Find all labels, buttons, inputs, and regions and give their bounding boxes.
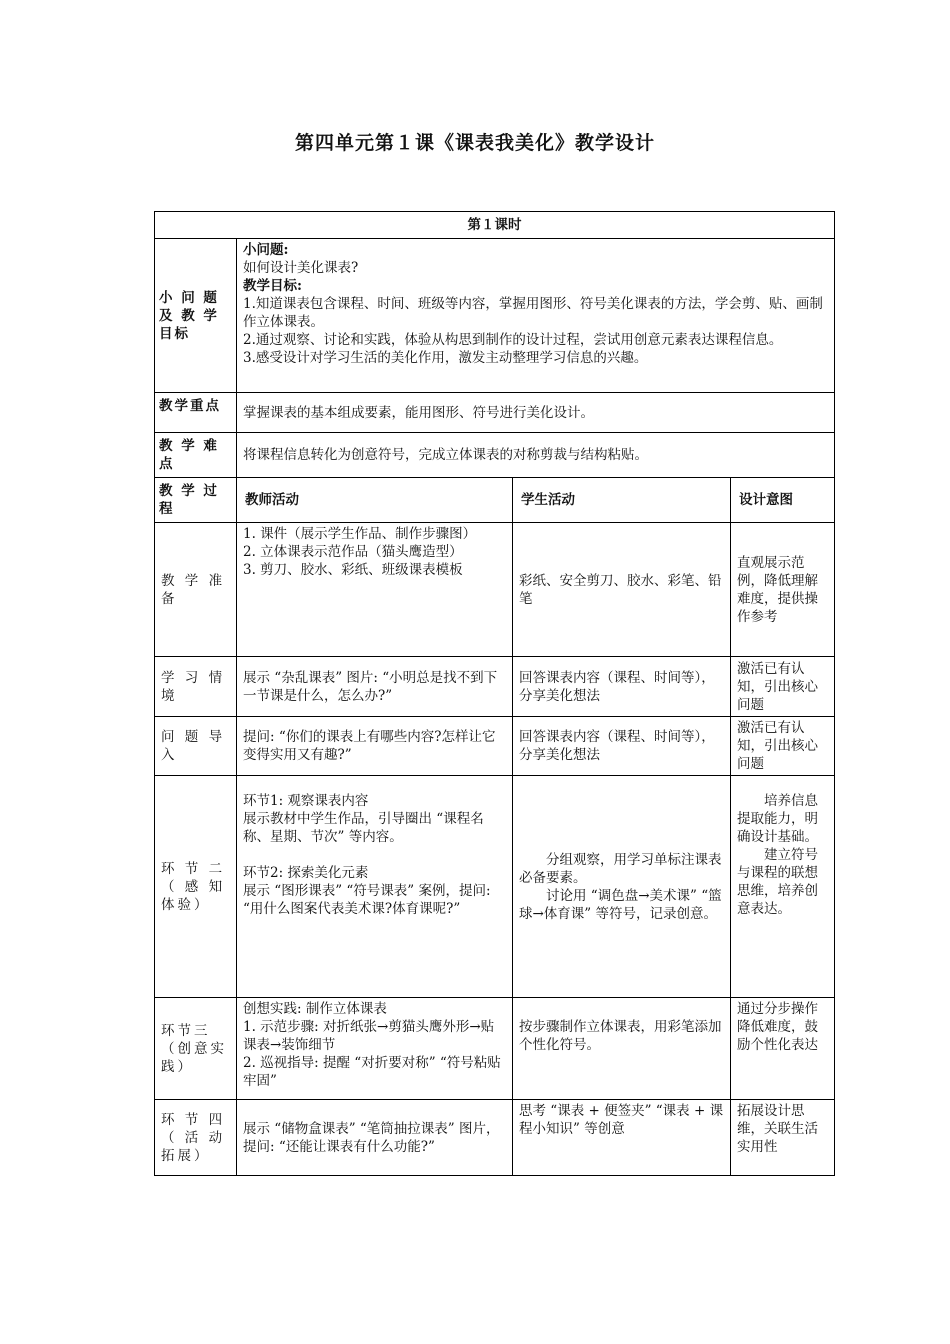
question-heading: 小问题: <box>243 242 289 258</box>
text-line: 2. 立体课表示范作品（猫头鹰造型） <box>243 544 463 560</box>
design-intent <box>731 1100 835 1176</box>
page-title: 第四单元第１课《课表我美化》教学设计 <box>294 132 655 154</box>
text-line: 讨论用 “调色盘→美术课” “篮球→体育课” 等符号，记录创意。 <box>519 887 722 922</box>
key-point-label: 教学重点 <box>155 393 237 433</box>
text-line: 展示教材中学生作品，引导圈出 “课程名称、星期、节次” 等内容。 <box>243 811 484 845</box>
stage-label: 学 习 情境 <box>155 657 237 717</box>
key-point-text: 掌握课表的基本组成要素，能用图形、符号进行美化设计。 <box>237 393 835 433</box>
stage-label: 环 节 四（ 活 动拓展） <box>155 1100 237 1176</box>
process-header-row <box>155 478 835 523</box>
text-line: 展示 “杂乱课表” 图片: “小明总是找不到下一节课是什么，怎么办?” <box>243 669 498 704</box>
student-activity <box>513 523 731 657</box>
text-line: 展示 “储物盒课表” “笔筒抽拉课表” 图片，提问: “还能让课表有什么功能?” <box>243 1120 500 1155</box>
goal-item: 3.感受设计对学习生活的美化作用，激发主动整理学习信息的兴趣。 <box>243 350 648 366</box>
student-activity <box>513 657 731 717</box>
text-line: 建立符号与课程的联想思维，培养创意表达。 <box>737 847 818 917</box>
teacher-activity <box>237 717 513 776</box>
text-line: 拓展设计思维，关联生活实用性 <box>737 1103 818 1155</box>
table-row <box>155 657 835 717</box>
teacher-activity <box>237 776 513 998</box>
text-line: 彩纸、安全剪刀、胶水、彩笔、铅笔 <box>519 572 722 607</box>
text-line: 环节2: 探索美化元素 <box>243 865 369 881</box>
difficult-point-text: 将课程信息转化为创意符号，完成立体课表的对称剪裁与结构粘贴。 <box>237 433 835 478</box>
text-line: 思考 “课表 + 便签夹” “课表 + 课程小知识” 等创意 <box>519 1103 724 1137</box>
stage-label: 教 学 准备 <box>155 523 237 657</box>
teacher-activity <box>237 998 513 1100</box>
stage-label: 环 节 二（ 感 知体验） <box>155 776 237 998</box>
text-line: 分组观察，用学习单标注课表必备要素。 <box>519 851 722 886</box>
text-line: 按步骤制作立体课表，用彩笔添加个性化符号。 <box>519 1019 722 1053</box>
design-intent <box>731 657 835 717</box>
student-activity <box>513 1100 731 1176</box>
question-text: 如何设计美化课表? <box>243 260 359 276</box>
text-line: 激活已有认知，引出核心问题 <box>737 720 818 772</box>
teacher-activity <box>237 657 513 717</box>
design-intent-header: 设计意图 <box>731 478 835 523</box>
text-line: 回答课表内容（课程、时间等），分享美化想法 <box>519 729 715 763</box>
text-line: 提问: “你们的课表上有哪些内容?怎样让它变得实用又有趣?” <box>243 729 496 763</box>
student-activity <box>513 998 731 1100</box>
questions-label: 小 问 题及 教 学 目标 <box>155 239 237 393</box>
table-row <box>155 776 835 998</box>
stage-label: 问 题 导入 <box>155 717 237 776</box>
teacher-activity <box>237 523 513 657</box>
text-line: 展示 “图形课表” “符号课表” 案例，提问: “用什么图案代表美术课?体育课呢?” <box>243 883 491 917</box>
lesson-plan-table <box>154 211 835 1176</box>
key-point-row <box>155 393 835 433</box>
design-intent <box>731 776 835 998</box>
design-intent <box>731 717 835 776</box>
design-intent <box>731 523 835 657</box>
teacher-activity <box>237 1100 513 1176</box>
teacher-activity-header: 教师活动 <box>237 478 513 523</box>
process-label: 教 学 过程 <box>155 478 237 523</box>
student-activity <box>513 717 731 776</box>
text-line: 激活已有认知，引出核心问题 <box>737 660 818 713</box>
stage-label: 环节三（创意实践） <box>155 998 237 1100</box>
text-line: 2. 巡视指导: 提醒 “对折要对称” “符号粘贴牢固” <box>243 1055 501 1089</box>
text-line: 环节1: 观察课表内容 <box>243 793 369 809</box>
table-row <box>155 523 835 657</box>
table-row <box>155 1100 835 1176</box>
text-line: 1. 课件（展示学生作品、制作步骤图） <box>243 526 477 542</box>
student-activity-header: 学生活动 <box>513 478 731 523</box>
spacer <box>243 846 506 864</box>
goal-item: 2.通过观察、讨论和实践，体验从构思到制作的设计过程，尝试用创意元素表达课程信息。 <box>243 332 783 348</box>
session-header: 第１课时 <box>155 212 835 239</box>
text-line: 直观展示范例，降低理解难度，提供操作参考 <box>737 554 818 625</box>
session-row <box>155 212 835 239</box>
design-intent <box>731 998 835 1100</box>
text-line: 回答课表内容（课程、时间等），分享美化想法 <box>519 669 715 704</box>
text-line: 创想实践: 制作立体课表 <box>243 1001 387 1017</box>
table-row <box>155 717 835 776</box>
difficult-point-label: 教 学 难点 <box>155 433 237 478</box>
text-line: 3. 剪刀、胶水、彩纸、班级课表模板 <box>243 562 463 578</box>
student-activity <box>513 776 731 998</box>
table-row <box>155 998 835 1100</box>
questions-row <box>155 239 835 393</box>
text-line: 1. 示范步骤: 对折纸张→剪猫头鹰外形→贴课表→装饰细节 <box>243 1019 495 1053</box>
difficult-point-row <box>155 433 835 478</box>
goals-heading: 教学目标: <box>243 278 302 294</box>
goal-item: 1.知道课表包含课程、时间、班级等内容，掌握用图形、符号美化课表的方法，学会剪、贴、画制作立体课表。 <box>243 296 823 330</box>
text-line: 通过分步操作降低难度，鼓励个性化表达 <box>737 1001 818 1053</box>
questions-content <box>237 239 835 393</box>
text-line: 培养信息提取能力，明确设计基础。 <box>737 793 818 845</box>
